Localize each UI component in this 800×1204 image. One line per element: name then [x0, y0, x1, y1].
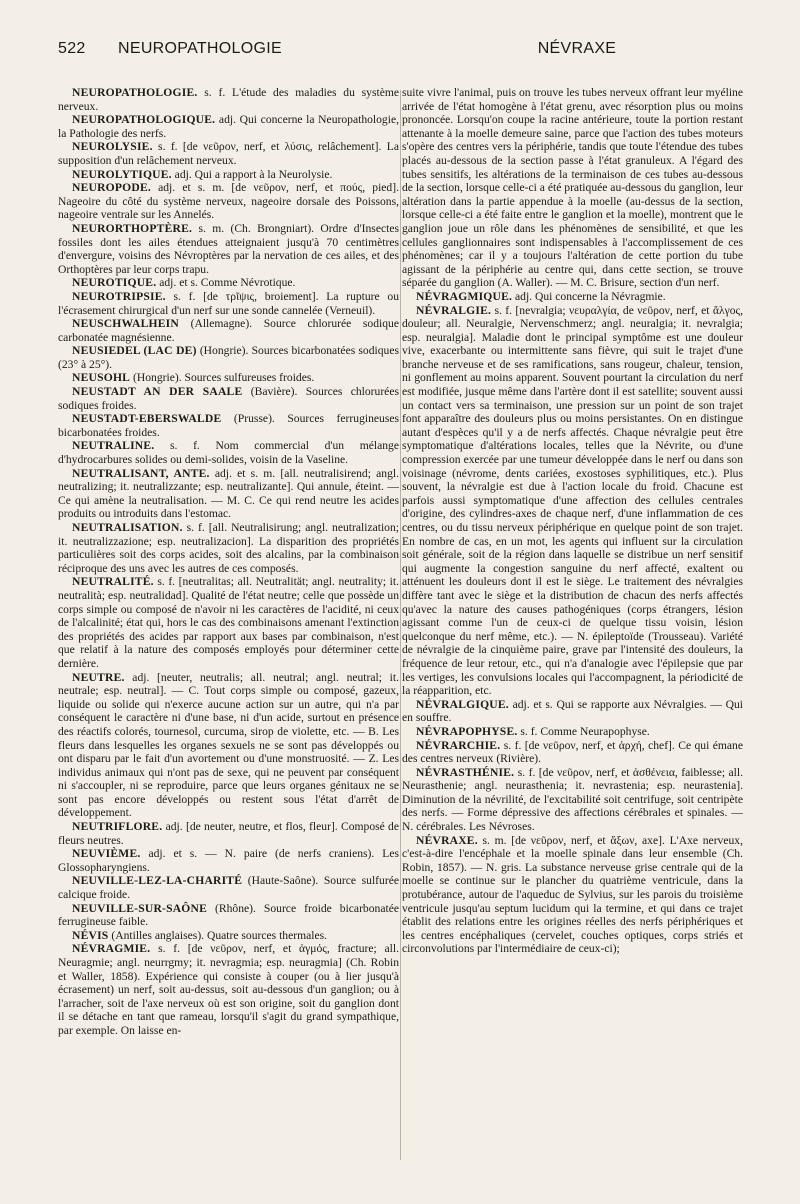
entry-definition: (Hongrie). Sources bicarbonatées sodiques (23° à 25°). [58, 344, 399, 371]
dictionary-entry [58, 439, 399, 466]
running-keyword: NÉVRAXE [537, 40, 617, 57]
dictionary-entry [58, 847, 399, 874]
entry-headword: NEUTRIFLORE. [72, 820, 163, 834]
entry-headword: NEUSIEDEL (LAC DE) [72, 344, 197, 358]
entry-definition: (Bavière). Sources chlorurées sodiques froides. [58, 385, 399, 412]
dictionary-entry [402, 86, 743, 290]
entry-headword: NEUSTADT AN DER SAALE [72, 385, 243, 399]
dictionary-entry [58, 671, 399, 821]
entry-definition: s. f. Nom commercial d'un mélange d'hydrocarbures solides ou demi-solides, voisin de la Vaseline. [58, 439, 399, 467]
page-header [58, 40, 742, 66]
dictionary-entry [58, 113, 399, 140]
entry-headword: NEUROLYSIE. [72, 140, 153, 154]
page-number: 522 [58, 40, 86, 57]
right-column [402, 86, 743, 1166]
dictionary-entry [402, 766, 743, 834]
entry-definition: s. f. Comme Neurapophyse. [517, 724, 650, 738]
entry-definition: adj. et s. m. [de νεῦρον, nerf, et πούς, pied]. Nageoire du côté du système nerveux, nageoire dorsale des Poissons, nageoire ventrale sur les Annelés. [58, 181, 399, 222]
entry-headword: NEURORTHOPTÈRE. [72, 221, 193, 235]
entry-definition: s. f. [neutralitas; all. Neutralität; angl. neutrality; it. neutralità; esp. neutralidad]. Qualité de l'état neutre; celle que possède un corps simple ou composé de n'avoir ni les caractères de l'acidité, ni ceux de l'alcalinité; état qui, hors le cas des combinaisons amenant l'extinction des propriétés des acides par rapport aux bases par combinaison, n'est que relatif à la nature des composés employés pour déterminer cette dernière. [58, 575, 399, 670]
dictionary-entry [58, 371, 399, 385]
dictionary-entry [58, 929, 399, 943]
entry-definition: s. f. [de τρῖψις, broiement]. La rupture ou l'écrasement chirurgical d'un nerf sur une sonde cannelée (Verneuil). [58, 289, 399, 317]
entry-headword: NEUVILLE-LEZ-LA-CHARITÉ [72, 874, 243, 888]
entry-definition: s. f. [nevralgia; νευραλγία, de νεῦρον, nerf, et ἄλγος, douleur; all. Neuralgie, Nervenschmerz; angl. neuralgia; it. nevralgia; esp. neuralgia]. Maladie dont le principal symptôme est une douleur vive, exacerbante ou intermittente sans fièvre, qui suit le trajet d'une branche nerveuse et de ses ramifications, sans rougeur, chaleur, tension, ni gonflement au moins apparent. Souvent pourtant la circulation du nerf est modifiée, jusque même dans l'artère dont il est satellite; souvent aussi un contact vers sa terminaison, une pression sur un point de son trajet font apparaître des douleurs plus ou moins persistantes. On en distingue autant d'espèces qu'il y a de nerfs affectés. Chaque névralgie peut être symptomatique d'altérations locales, telles que la Névrite, ou d'une compression exercée par une tumeur développée dans le nerf ou dans son voisinage (névrome, dents cariées, exostoses syphilitiques, etc.). Plus souvent, la névralgie est due à l'action locale du froid. Chacune est parfois aussi symptomatique d'une affection des cellules centrales d'origine, des cylindres-axes de chaque nerf, d'une inflammation de ces centres, ou du tissu nerveux périphérique en quelque point de son trajet. En nombre de cas, en un mot, les agents qui influent sur la circulation soit générale, soit de la région dans laquelle se distribue un nerf sensitif qui augmente la congestion sanguine du nerf affecté, exaltent ou atténuent les douleurs dont il est le siège. Le traitement des névralgies diffère tant avec le siège et la distribution de chacun des nerfs affectés qu'avec la nature des causes pathogéniques (corps étrangers, lésion agissant comme l'un de ceux-ci de quelque tissu voisin, lésion quelconque du nerf même, etc.). — N. épileptoïde (Trousseau). Variété de névralgie de la cinquième paire, grave par l'intensité des douleurs, la fréquence de leur retour, etc., qui n'a d'analogie avec l'épilepsie que par les vertiges, les convulsions locales qui l'accompagnent, la périodicité de la réapparition, etc. [402, 303, 743, 698]
entry-headword: NÉVIS [72, 928, 109, 942]
entry-definition: s. m. [de νεῦρον, nerf, et ἄξων, axe]. L'Axe nerveux, c'est-à-dire l'encéphale et la moelle spinale dans leur ensemble (Ch. Robin, 1857). — N. gris. La substance nerveuse grise centrale qui de la moelle se continue sur le plancher du quatrième ventricule, dans la protubérance, autour de l'aqueduc de Sylvius, sur les parois du troisième ventricule jusqu'au septum lucidum qui la termine, et qui dans ce trajet établit des relations entre les origines réelles des nerfs périphériques et les centres encéphaliques (cervelet, couches optiques, corps striés et circonvolutions par l'intermédiaire de ceux-ci); [402, 833, 743, 956]
entry-definition: s. f. [de νεῦρον, nerf, et ἀσθένεια, faiblesse; all. Neurasthenie; angl. neurasthenia; it. nevrastenia; esp. neurastenia]. Diminution de la névrilité, de l'excitabilité soit centrifuge, soit centripète des nerfs. — Forme dépressive des affections cérébrales et spinales. — N. cérébrales. Les Névroses. [402, 765, 743, 834]
dictionary-entry [58, 181, 399, 222]
entry-headword: NÉVRAGMIQUE. [416, 289, 513, 303]
entry-headword: NEUTRE. [72, 670, 125, 684]
dictionary-entry [58, 317, 399, 344]
dictionary-entry [402, 834, 743, 956]
entry-definition: adj. et s. m. [all. neutralisirend; angl. neutralizing; it. neutralizzante; esp. neutralizante]. Qui annule, éteint. — Ce qui amène la neutralisation. — M. C. Ce qui rend neutre les acides produits ou introduits dans l'estomac. [58, 466, 399, 521]
entry-definition: (Antilles anglaises). Quatre sources thermales. [108, 928, 328, 942]
entry-definition: s. f. [de νεῦρον, nerf, et ἀρχή, chef]. Ce qui émane des centres nerveux (Rivière). [402, 738, 743, 766]
dictionary-entry [58, 820, 399, 847]
dictionary-entry [58, 222, 399, 276]
entry-definition: adj. et s. Comme Névrotique. [156, 276, 296, 290]
entry-definition: adj. Qui concerne la Neuropathologie, la Pathologie des nerfs. [58, 113, 399, 140]
left-column [58, 86, 399, 1166]
dictionary-entry [58, 344, 399, 371]
dictionary-entry [58, 385, 399, 412]
running-title: NEUROPATHOLOGIE [118, 40, 282, 57]
entry-headword: NEUSTADT-EBERSWALDE [72, 412, 222, 426]
entry-definition: s. f. [de νεῦρον, nerf, et λύσις, relâchement]. La supposition d'un relâchement nerveux. [58, 140, 399, 167]
dictionary-entry [58, 168, 399, 182]
entry-headword: NEUVIÈME. [72, 847, 141, 861]
entry-headword: NEUROPODE. [72, 181, 151, 195]
dictionary-entry [58, 140, 399, 167]
entry-definition: s. m. (Ch. Brongniart). Ordre d'Insectes fossiles dont les ailes étendues atteignaient jusqu'à 70 centimètres d'envergure, voisins des Névroptères par la nervation de ces ailes, et des Orthoptères par leur corps trapu. [58, 221, 399, 276]
entry-headword: NÉVRAGMIE. [72, 942, 151, 956]
dictionary-entry [402, 698, 743, 725]
entry-headword: NEUTRALISANT, ANTE. [72, 466, 210, 480]
entry-headword: NEUTRALISATION. [72, 521, 183, 534]
entry-definition: (Prusse). Sources ferrugineuses bicarbonatées froides. [58, 412, 399, 439]
entry-headword: NEUTRALITÉ. [72, 575, 154, 589]
dictionary-entry [58, 86, 399, 113]
entry-definition: (Haute-Saône). Source sulfurée calcique froide. [58, 874, 399, 902]
entry-definition: adj. et s. — N. paire (de nerfs craniens). Les Glossopharyngiens. [58, 847, 399, 874]
entry-definition: adj. [de neuter, neutre, et flos, fleur]. Composé de fleurs neutres. [58, 820, 399, 847]
entry-headword: NEUROPATHOLOGIQUE. [72, 113, 216, 127]
entry-headword: NEUTRALINE. [72, 439, 155, 453]
entry-headword: NEUROLYTIQUE. [72, 167, 172, 181]
entry-headword: NÉVRAPOPHYSE. [416, 724, 518, 738]
dictionary-entry [58, 575, 399, 670]
entry-definition: adj. Qui concerne la Névragmie. [512, 289, 666, 303]
dictionary-entry [58, 290, 399, 317]
dictionary-entry [58, 467, 399, 521]
dictionary-entry [402, 739, 743, 766]
dictionary-entry [402, 725, 743, 739]
entry-headword: NÉVRARCHIE. [416, 738, 501, 752]
entry-definition: suite vivre l'animal, puis on trouve les tubes nerveux offrant leur myéline arrivée de l'état homogène à l'état grenu, avec résorption plus ou moins prononcée. Lorsqu'on coupe la racine antérieure, toute la portion restant attenante à la moelle demeure saine, parce que l'action des tubes moteurs s'opère des centres vers la périphérie, tandis que toute l'étendue des tubes placés au-dessous de la section passe à l'état granuleux. A l'égard des tubes sensitifs, les altérations de la terminaison de ces tubes au-dessous de la section, lorsque celle-ci a été pratiquée au-dessous du ganglion, leur altération dans la partie appendue à la moelle (au-dessus de la section, lorsque celle-ci a été faite entre le ganglion et la moelle), montrent que le ganglion joue un rôle dans les phénomènes de sensibilité, et que les cellules ganglionnaires sont indispensables à l'accomplissement de ces phénomènes; car il y a toujours l'altération de cette portion du tube agissant de la périphérie au centre qui, dans cette section, se trouve séparée du ganglion (A. Waller). — M. C. Brisure, section d'un nerf. [402, 86, 743, 290]
entry-headword: NÉVRALGIE. [416, 303, 492, 317]
entry-definition: (Rhône). Source froide bicarbonatée ferrugineuse faible. [58, 901, 399, 929]
entry-headword: NEUSCHWALHEIN [72, 317, 179, 331]
entry-definition: adj. Qui a rapport à la Neurolysie. [171, 167, 333, 181]
entry-definition: s. f. [de νεῦρον, nerf, et ἀγμός, fracture; all. Neuragmie; angl. neurrgmy; it. nevragmia; esp. neuragmia] (Ch. Robin et Waller, 1858). Expérience qui consiste à couper (ou à lier jusqu'à écrasement) un nerf, soit au-dessus, soit au-dessous d'un ganglion; ou à l'arracher, soit de l'axe nerveux où est son origine, soit du ganglion dont il se détache en tant que rameau, lorsqu'il s'agit du grand sympathique, par exemple. On laisse en- [58, 942, 399, 1037]
dictionary-entry [58, 874, 399, 901]
dictionary-entry [58, 942, 399, 1037]
entry-definition: adj. [neuter, neutralis; all. neutral; angl. neutral; it. neutrale; esp. neutral]. — C. Tout corps simple ou composé, gazeux, liquide ou solide qui n'exerce aucune action sur un autre, qui n'a par conséquent le caractère ni d'une base, ni d'un acide, surtout en présence des réactifs colorés, tournesol, curcuma, sirop de violette, etc. — B. Les fleurs dans lesquelles les organes sexuels ne se sont pas développés ou ont disparu par le fait d'un avortement ou d'une monstruosité. — Z. Les individus animaux qui n'ont pas de sexe, qui ne peuvent par conséquent ni s'accoupler, ni se reproduire, parce que leurs organes génitaux ne se sont pas encore développés ou restent sous l'état d'arrêt de développement. [58, 670, 399, 820]
entry-definition: s. f. [all. Neutralisirung; angl. neutralization; it. neutralizzazione; esp. neutralizacion]. La disparition des propriétés particulières soit des corps acides, soit des alcalins, par la combinaison réciproque des uns avec les autres de ces composés. [58, 521, 399, 575]
dictionary-entry [58, 902, 399, 929]
dictionary-entry [58, 521, 399, 575]
entry-headword: NÉVRALGIQUE. [416, 697, 509, 711]
dictionary-entry [58, 276, 399, 290]
dictionary-entry [58, 412, 399, 439]
entry-definition: adj. et s. Qui se rapporte aux Névralgies. — Qui en souffre. [402, 697, 743, 725]
entry-headword: NEUROTRIPSIE. [72, 289, 166, 303]
entry-definition: (Hongrie). Sources sulfureuses froides. [130, 371, 315, 385]
dictionary-entry [402, 290, 743, 304]
entry-headword: NÉVRAXE. [416, 833, 478, 847]
entry-headword: NEUROTIQUE. [72, 276, 157, 290]
entry-headword: NEUVILLE-SUR-SAÔNE [72, 901, 208, 915]
entry-headword: NEUROPATHOLOGIE. [72, 86, 198, 99]
entry-definition: s. f. L'étude des maladies du système nerveux. [58, 86, 399, 113]
entry-headword: NÉVRASTHÉNIE. [416, 765, 515, 779]
entry-definition: (Allemagne). Source chlorurée sodique carbonatée magnésienne. [58, 317, 399, 344]
dictionary-entry [402, 304, 743, 698]
column-divider [400, 90, 401, 1160]
entry-headword: NEUSOHL [72, 371, 131, 385]
